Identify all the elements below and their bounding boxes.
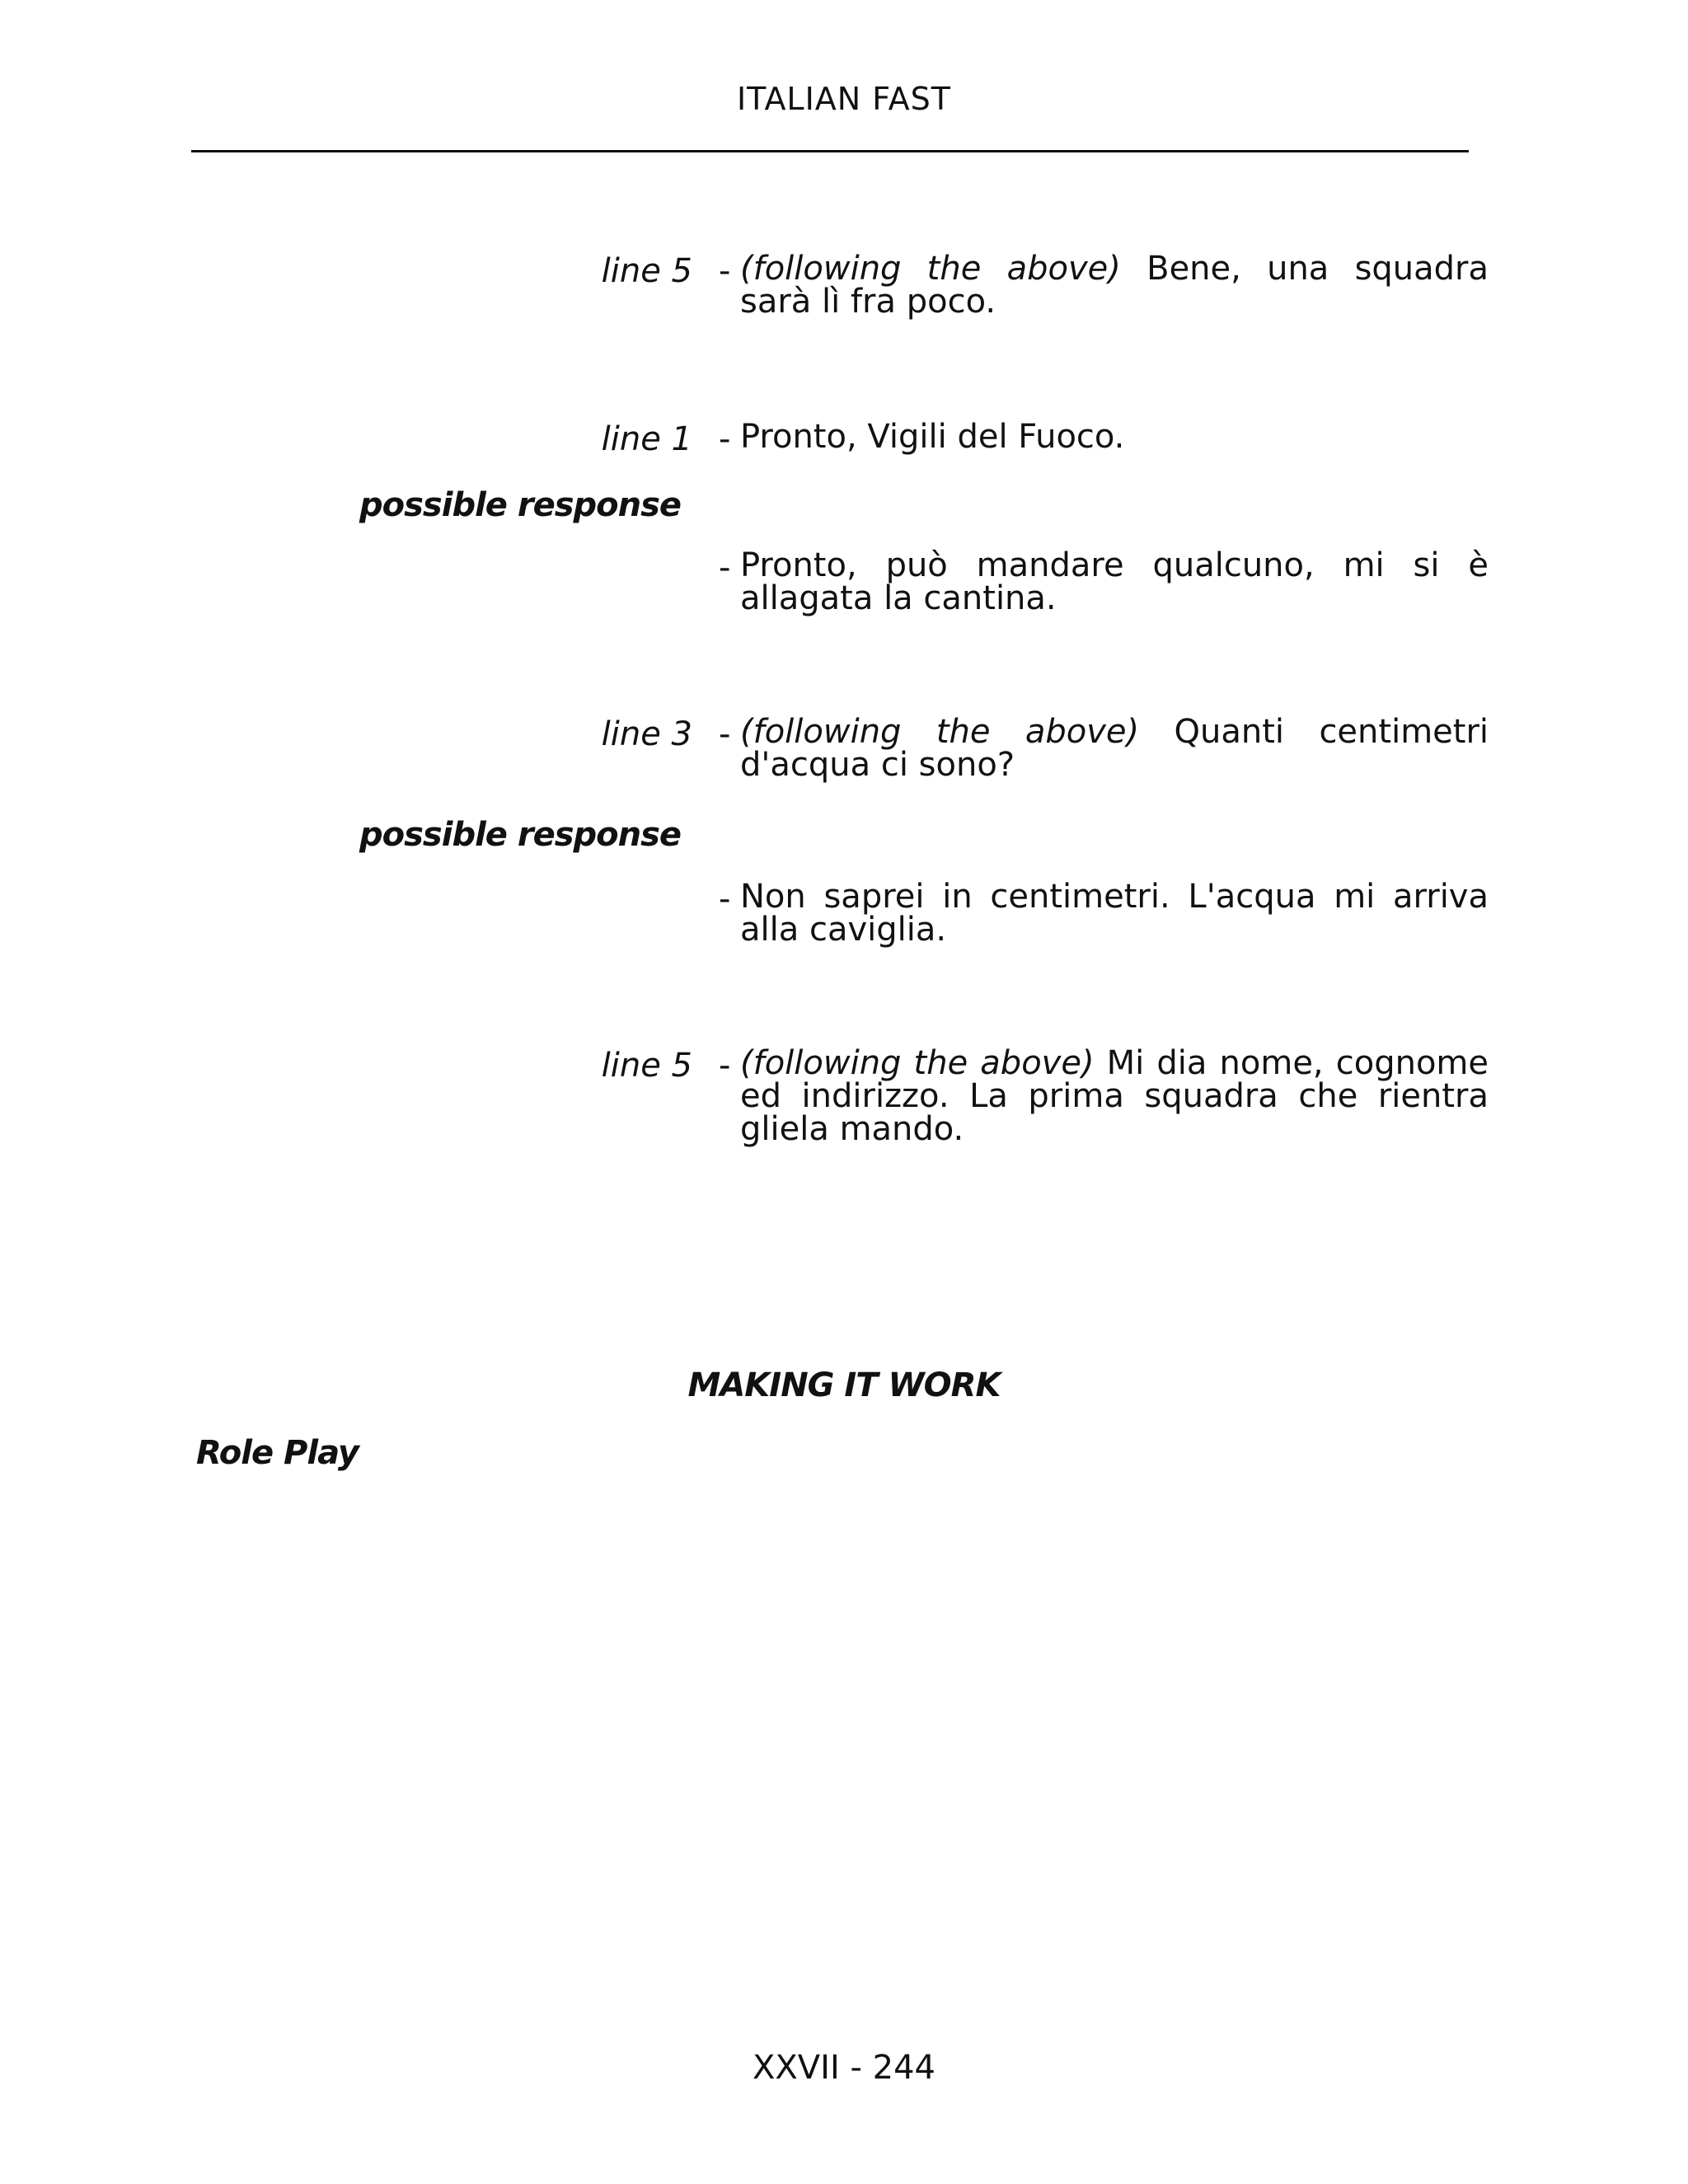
dialogue-text: Quanti centimetri d'acqua ci sono? bbox=[740, 713, 1489, 784]
line-label: line 5 bbox=[601, 252, 692, 290]
possible-response-label: possible response bbox=[359, 486, 682, 524]
header-rule bbox=[191, 150, 1469, 152]
line-label: line 5 bbox=[601, 1047, 692, 1085]
page-header: ITALIAN FAST bbox=[736, 81, 952, 117]
dialogue-text: Pronto, può mandare qualcuno, mi si è allagata la cantina. bbox=[740, 546, 1489, 617]
dialogue-dash: - bbox=[719, 252, 731, 290]
stage-cue: (following the above) bbox=[740, 1044, 1095, 1082]
dialogue-dash: - bbox=[719, 549, 731, 587]
dialogue-text: Bene, una squadra sarà lì fra poco. bbox=[740, 250, 1489, 321]
dialogue-dash: - bbox=[719, 880, 731, 918]
dialogue-dash: - bbox=[719, 420, 731, 458]
dialogue-line bbox=[740, 713, 1489, 784]
section-title: MAKING IT WORK bbox=[687, 1366, 1001, 1404]
stage-cue: (following the above) bbox=[740, 250, 1121, 288]
dialogue-text: Non saprei in centimetri. L'acqua mi arriva alla caviglia. bbox=[740, 878, 1489, 949]
dialogue-text: Pronto, Vigili del Fuoco. bbox=[740, 418, 1125, 456]
dialogue-dash: - bbox=[719, 715, 731, 753]
dialogue-dash: - bbox=[719, 1047, 731, 1085]
dialogue-line bbox=[740, 418, 1489, 456]
possible-response-label: possible response bbox=[359, 816, 682, 854]
line-label: line 1 bbox=[601, 420, 692, 458]
dialogue-line bbox=[740, 1044, 1489, 1148]
dialogue-line bbox=[740, 546, 1489, 617]
line-label: line 3 bbox=[601, 715, 692, 753]
stage-cue: (following the above) bbox=[740, 713, 1140, 751]
dialogue-line bbox=[740, 878, 1489, 949]
subsection-heading: Role Play bbox=[196, 1434, 359, 1472]
page-number: XXVII - 244 bbox=[753, 2049, 935, 2087]
dialogue-text: Mi dia nome, cognome ed indirizzo. La prima squadra che rientra gliela mando. bbox=[740, 1044, 1489, 1148]
dialogue-line bbox=[740, 250, 1489, 321]
